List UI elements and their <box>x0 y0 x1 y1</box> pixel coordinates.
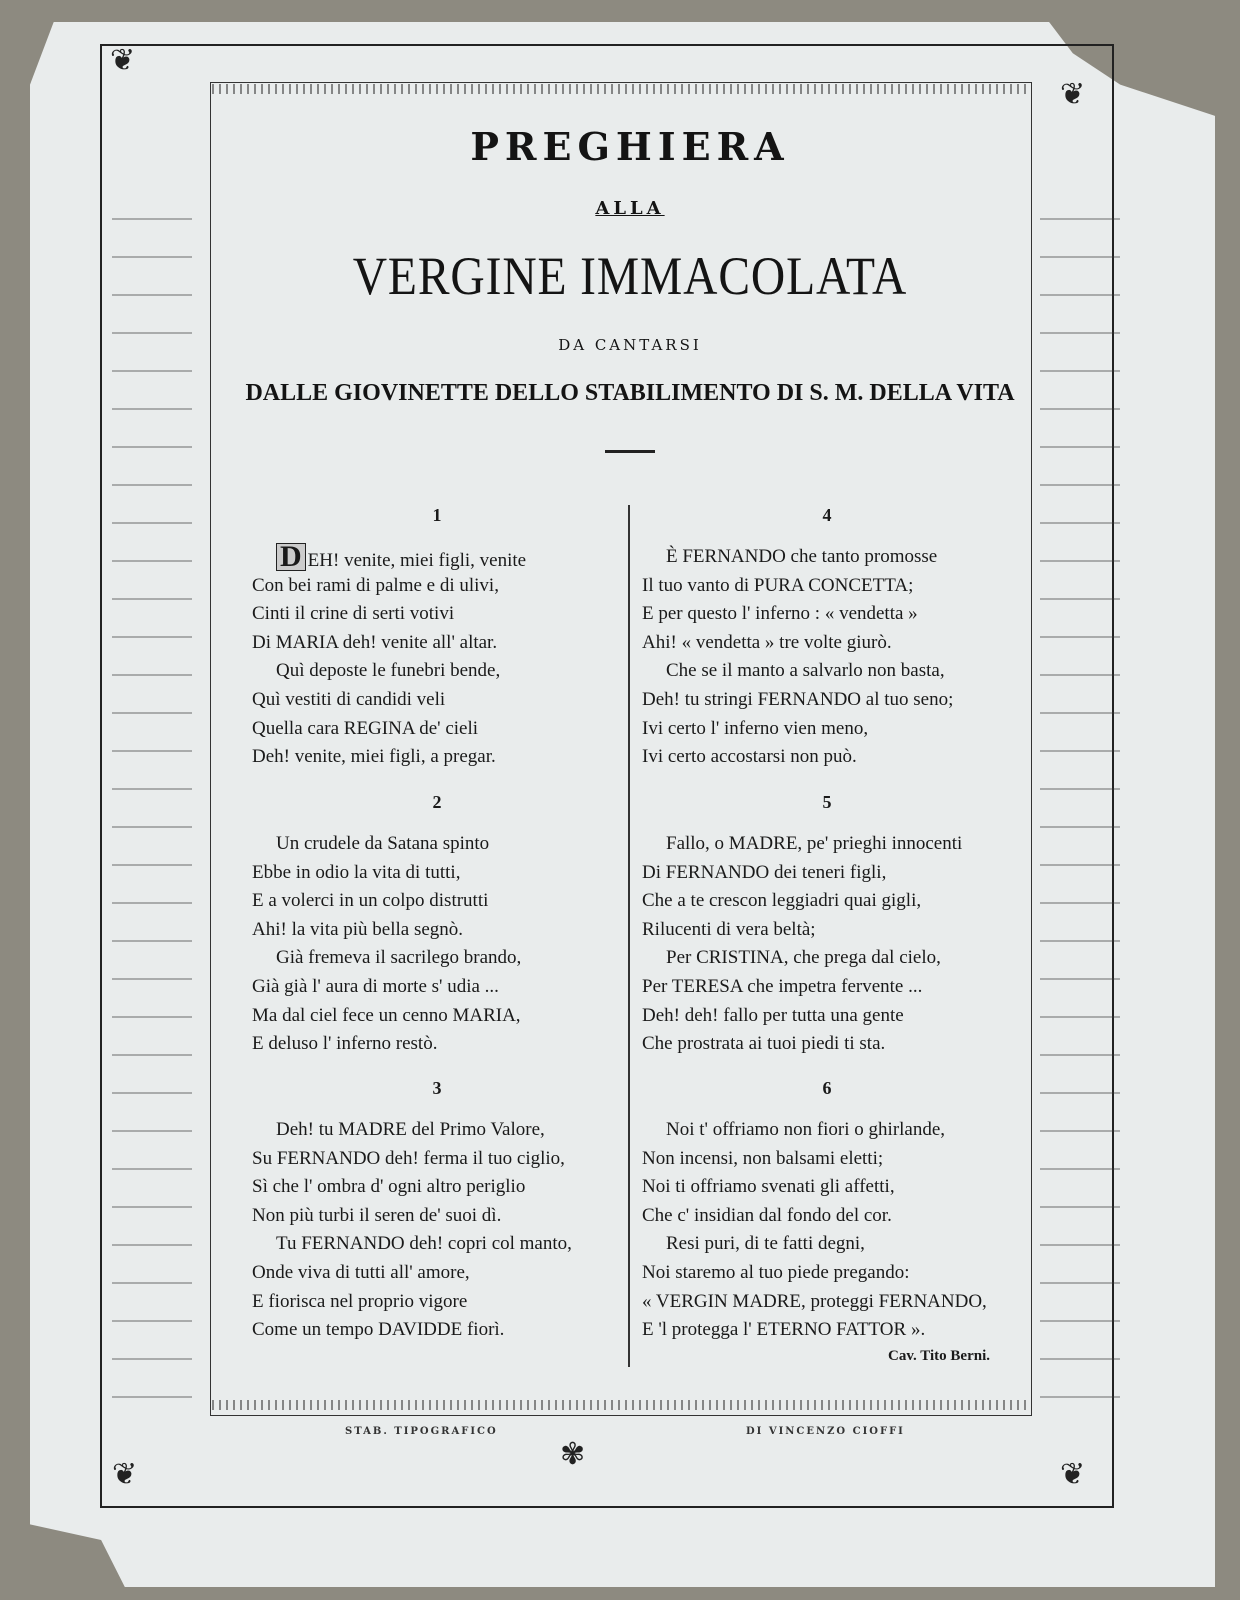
corner-flourish-icon: ❦ <box>110 43 136 78</box>
verse-line: Tu FERNANDO deh! copri col manto, <box>276 1233 572 1255</box>
stanza-number: 4 <box>822 505 832 525</box>
verse-line: Che prostrata ai tuoi piedi ti sta. <box>642 1033 886 1055</box>
verse-line: D EH! venite, miei figli, venite <box>252 543 622 572</box>
title-vergine-immacolata: VERGINE IMMACOLATA <box>352 246 908 306</box>
verse-line: E per questo l' inferno : « vendetta » <box>642 603 918 625</box>
verse-line: Quì vestiti di candidi veli <box>252 688 446 710</box>
verse-line: Ivi certo accostarsi non può. <box>642 746 857 768</box>
verse-line: Deh! deh! fallo per tutta una gente <box>642 1004 904 1026</box>
verse-line: Fallo, o MADRE, pe' prieghi innocenti <box>666 833 963 854</box>
title-da-cantarsi: DA CANTARSI <box>558 336 702 354</box>
verse-line: Con bei rami di palme e di ulivi, <box>252 574 499 596</box>
title-rule <box>605 450 655 453</box>
stanza-number: 5 <box>822 792 832 812</box>
stanza-number: 3 <box>432 1078 442 1098</box>
verse-line: Ahi! la vita più bella segnò. <box>252 918 464 940</box>
verse-line: Sì che l' ombra d' ogni altro periglio <box>252 1176 526 1198</box>
bottom-center-flourish-icon: ✾ <box>560 1437 586 1472</box>
corner-flourish-icon: ❦ <box>1060 1457 1086 1492</box>
verse-line: Che se il manto a salvarlo non basta, <box>666 660 945 682</box>
verse-line: Deh! tu MADRE del Primo Valore, <box>276 1119 545 1140</box>
verse-line: Già già l' aura di morte s' udia ... <box>252 975 499 997</box>
right-ornament-band <box>1040 200 1120 1400</box>
stanza-1 <box>252 505 622 772</box>
verse-line: Quì deposte le funebri bende, <box>276 660 501 682</box>
stanza-6 <box>642 1078 1012 1345</box>
stanza-number: 6 <box>822 1078 832 1098</box>
verse-line: Quella cara REGINA de' cieli <box>252 717 479 739</box>
stanza-number: 2 <box>432 792 442 812</box>
verse-line: Ivi certo l' inferno vien meno, <box>642 717 869 739</box>
stanza-5 <box>642 792 1012 1059</box>
stanza-3 <box>252 1078 622 1345</box>
stanza-2 <box>252 792 622 1059</box>
drop-cap: D <box>276 543 306 571</box>
verse-line: Su FERNANDO deh! ferma il tuo ciglio, <box>252 1147 565 1169</box>
corner-flourish-icon: ❦ <box>1060 77 1086 112</box>
verse-line: Ma dal ciel fece un cenno MARIA, <box>252 1004 521 1026</box>
verse-line: Noi t' offriamo non fiori o ghirlande, <box>666 1119 946 1140</box>
printer-right: DI VINCENZO CIOFFI <box>746 1426 905 1437</box>
verse-line: Onde viva di tutti all' amore, <box>252 1261 470 1283</box>
verse-line: E 'l protegga l' ETERNO FATTOR ». <box>642 1319 926 1341</box>
verse-line: Come un tempo DAVIDDE fiorì. <box>252 1319 505 1341</box>
verse-line: Noi ti offriamo svenati gli affetti, <box>642 1176 895 1198</box>
verse-line: Che a te crescon leggiadri quai gigli, <box>642 890 922 912</box>
bottom-wave-border <box>212 1400 1028 1410</box>
verse-line: E a volerci in un colpo distrutti <box>252 890 489 912</box>
title-alla: ALLA <box>595 198 665 219</box>
stanza-4 <box>642 505 1012 772</box>
verse-line: Resi puri, di te fatti degni, <box>666 1233 865 1255</box>
verse-line: Un crudele da Satana spinto <box>276 833 490 854</box>
author-signature: Cav. Tito Berni. <box>888 1348 990 1364</box>
verse-line: Non incensi, non balsami eletti; <box>642 1147 884 1169</box>
verse-line: Deh! venite, miei figli, a pregar. <box>252 746 496 768</box>
stanza-number: 1 <box>432 505 442 525</box>
verse-line: Già fremeva il sacrilego brando, <box>276 947 522 969</box>
verse-line: Non più turbi il seren de' suoi dì. <box>252 1204 502 1226</box>
title-preghiera: PREGHIERA <box>470 124 790 169</box>
verse-line: Noi staremo al tuo piede pregando: <box>642 1261 910 1283</box>
verse-line: Rilucenti di vera beltà; <box>642 918 816 940</box>
verse-line: Che c' insidian dal fondo del cor. <box>642 1204 892 1226</box>
left-ornament-band <box>112 200 192 1400</box>
verse-line: E fiorisca nel proprio vigore <box>252 1290 468 1312</box>
printer-left: STAB. TIPOGRAFICO <box>345 1426 498 1437</box>
verse-line: Deh! tu stringi FERNANDO al tuo seno; <box>642 688 954 710</box>
verse-line: Ahi! « vendetta » tre volte giurò. <box>642 631 892 653</box>
verse-line: Per TERESA che impetra fervente ... <box>642 975 923 997</box>
verse-line: Ebbe in odio la vita di tutti, <box>252 861 461 883</box>
verse-line: Di FERNANDO dei teneri figli, <box>642 861 887 883</box>
verse-line: Il tuo vanto di PURA CONCETTA; <box>642 574 914 596</box>
column-divider <box>628 505 630 1367</box>
verse-line: Per CRISTINA, che prega dal cielo, <box>666 947 941 969</box>
corner-flourish-icon: ❦ <box>112 1457 138 1492</box>
top-wave-border <box>212 84 1028 94</box>
verse-line: E deluso l' inferno restò. <box>252 1033 438 1055</box>
verse-line: Cinti il crine di serti votivi <box>252 603 455 625</box>
verse-line: « VERGIN MADRE, proteggi FERNANDO, <box>642 1290 987 1312</box>
verse-line: Di MARIA deh! venite all' altar. <box>252 631 498 653</box>
verse-line: È FERNANDO che tanto promosse <box>666 546 938 567</box>
title-dalle-giovinette: DALLE GIOVINETTE DELLO STABILIMENTO DI S. M. DELLA VITA <box>245 380 1015 406</box>
